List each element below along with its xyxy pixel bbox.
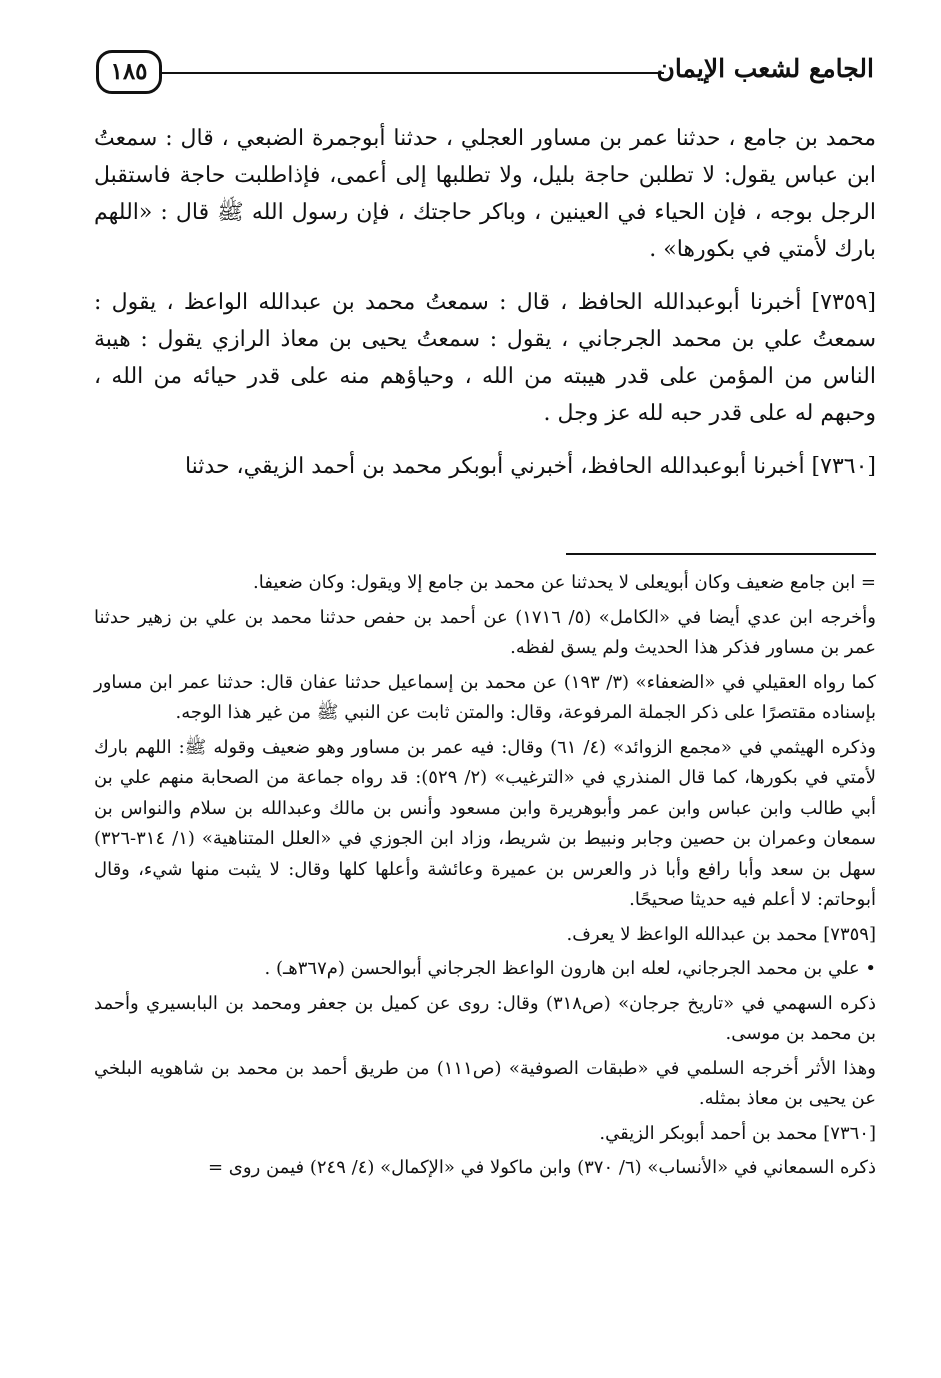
main-paragraph: [٧٣٥٩] أخبرنا أبوعبدالله الحافظ ، قال : سمعتُ محمد بن عبدالله الواعظ ، يقول : سمعتُ علي بن محمد الجرجاني ، يقول : سمعتُ يحيى بن معاذ الرازي يقول : هيبة الناس من المؤمن على قدر هيبته من الله ، وحياؤهم منه على قدر حيائه من الله ، وحبهم له على قدر حبه لله عز وجل . (94, 290, 876, 426)
main-paragraph: [٧٣٦٠] أخبرنا أبوعبدالله الحافظ، أخبرني أبوبكر محمد بن أحمد الزيقي، حدثنا (184, 454, 876, 479)
footnote-separator (566, 553, 876, 555)
header-rule (162, 72, 664, 74)
footnote: • علي بن محمد الجرجاني، لعله ابن هارون الواعظ الجرجاني أبوالحسن (م٣٦٧هـ) . (264, 958, 876, 979)
footnotes (94, 568, 876, 1188)
footnote: [٧٣٦٠] محمد بن أحمد أبوبكر الزيقي. (599, 1122, 876, 1144)
book-title: الجامع لشعب الإيمان (656, 54, 874, 83)
footnote: [٧٣٥٩] محمد بن عبدالله الواعظ لا يعرف. (566, 923, 876, 945)
footnote: وذكره الهيثمي في «مجمع الزوائد» (٤/ ٦١) وقال: فيه عمر بن مساور وهو ضعيف وقوله ﷺ: اللهم بارك لأمتي في بكورها، كما قال المنذري في «الترغيب» (٢/ ٥٢٩): قد رواه جماعة من الصحابة منهم علي بن أبي طالب وابن عباس وابن عمر وأبوهريرة وابن مسعود وأنس بن مالك وعبدالله بن سلام والنواس بن سمعان وعمران بن حصين وجابر ونبيط بن شريط، وزاد ابن الجوزي في «العلل المتناهية» (١/ ٣١٤-٣٢٦) سهل بن سعد وأبا رافع وأبا ذر والعرس بن عميرة وعائشة وأعلها كلها وقال: لا يثبت منها شيء، وقال أبوحاتم: لا أعلم فيه حديثا صحيحًا. (94, 736, 876, 910)
main-paragraph: محمد بن جامع ، حدثنا عمر بن مساور العجلي ، حدثنا أبوجمرة الضبعي ، قال : سمعتُ ابن عباس يقول: لا تطلبن حاجة بليل، ولا تطلبها إلى أعمى، فإذاطلبت حاجة فاستقبل الرجل بوجه ، فإن الحياء في العينين ، وباكر حاجتك ، فإن رسول الله ﷺ قال : «اللهم بارك لأمتي في بكورها» . (94, 126, 876, 262)
footnote: وأخرجه ابن عدي أيضا في «الكامل» (٥/ ١٧١٦) عن أحمد بن حفص حدثنا محمد بن علي بن زهير حدثنا عمر بن مساور فذكر هذا الحديث ولم يسق لفظه. (94, 606, 876, 658)
page-number: ١٨٥ (96, 50, 162, 94)
footnote: وهذا الأثر أخرجه السلمي في «طبقات الصوفية» (ص١١١) من طريق أحمد بن محمد بن شاهويه البلخي عن يحيى بن معاذ بمثله. (94, 1057, 876, 1109)
main-text (94, 120, 876, 485)
page-header (96, 44, 874, 104)
footnote: كما رواه العقيلي في «الضعفاء» (٣/ ١٩٣) عن محمد بن إسماعيل حدثنا عفان قال: حدثنا عمر ابن مساور بإسناده مقتصرًا على ذكر الجملة المرفوعة، وقال: والمتن ثابت عن النبي ﷺ من غير هذا الوجه. (94, 671, 876, 723)
footnote: = ابن جامع ضعيف وكان أبويعلى لا يحدثنا عن محمد بن جامع إلا ويقول: وكان ضعيفا. (253, 572, 876, 593)
footnote: ذكره السهمي في «تاريخ جرجان» (ص٣١٨) وقال: روى عن كميل بن جعفر ومحمد بن البابسيري وأحمد بن محمد بن موسى. (94, 992, 876, 1044)
footnote: ذكره السمعاني في «الأنساب» (٦/ ٣٧٠) وابن ماكولا في «الإكمال» (٤/ ٢٤٩) فيمن روى = (207, 1157, 876, 1178)
